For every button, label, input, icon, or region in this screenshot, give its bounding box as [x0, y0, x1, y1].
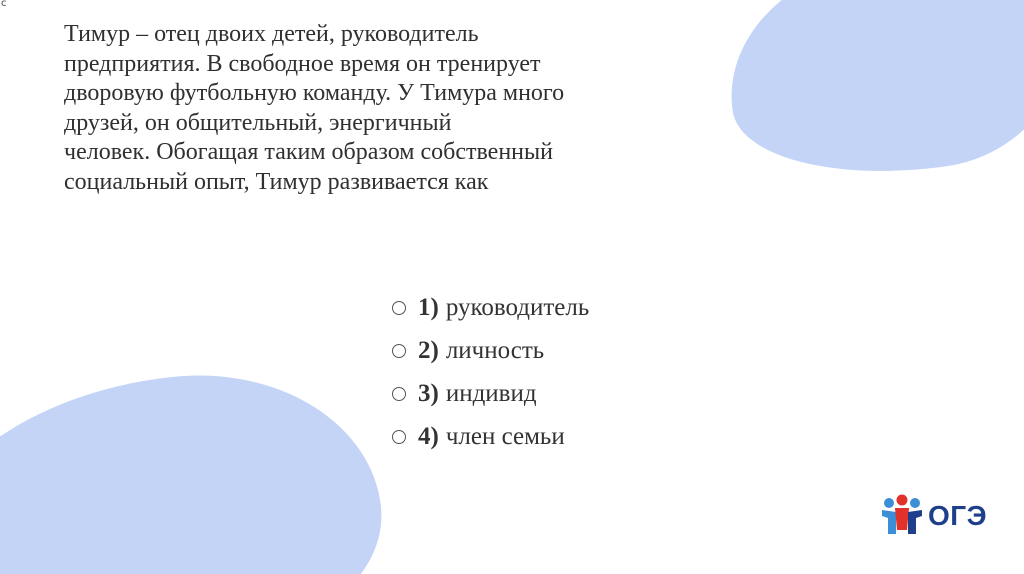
answer-option-1[interactable] [392, 286, 589, 329]
radio-button-icon[interactable] [392, 430, 406, 444]
question-line: Тимур – отец двоих детей, руководитель [64, 21, 479, 47]
decorative-blob-top-right [715, 0, 1024, 195]
question-line: социальный опыт, Тимур развивается как [64, 168, 489, 195]
answer-option-4[interactable] [392, 415, 589, 458]
radio-button-icon[interactable] [392, 387, 406, 401]
option-label: индивид [445, 379, 537, 407]
option-label: член семьи [445, 422, 565, 450]
answer-option-2[interactable] [392, 329, 589, 372]
option-number: 2) [418, 336, 439, 364]
decorative-blob-bottom-left [0, 357, 392, 574]
option-number: 3) [418, 379, 439, 407]
question-line: предприятия. В свободное время он тренирует [64, 50, 541, 77]
option-label: руководитель [445, 293, 590, 321]
oge-people-icon [880, 494, 924, 538]
option-number: 4) [418, 422, 439, 450]
logo-text: ОГЭ [928, 500, 988, 531]
radio-button-icon[interactable] [392, 301, 406, 315]
question-text [64, 20, 704, 197]
answer-option-3[interactable] [392, 372, 589, 415]
oge-logo [880, 492, 1010, 540]
corner-mark: c [1, 0, 7, 9]
radio-button-icon[interactable] [392, 344, 406, 358]
option-number: 1) [418, 293, 439, 321]
question-line: дворовую футбольную команду. У Тимура много [64, 80, 565, 106]
answer-options [392, 286, 589, 458]
option-label: личность [445, 336, 545, 364]
question-line: друзей, он общительный, энергичный [64, 109, 452, 136]
question-line: человек. Обогащая таким образом собственный [64, 139, 553, 165]
